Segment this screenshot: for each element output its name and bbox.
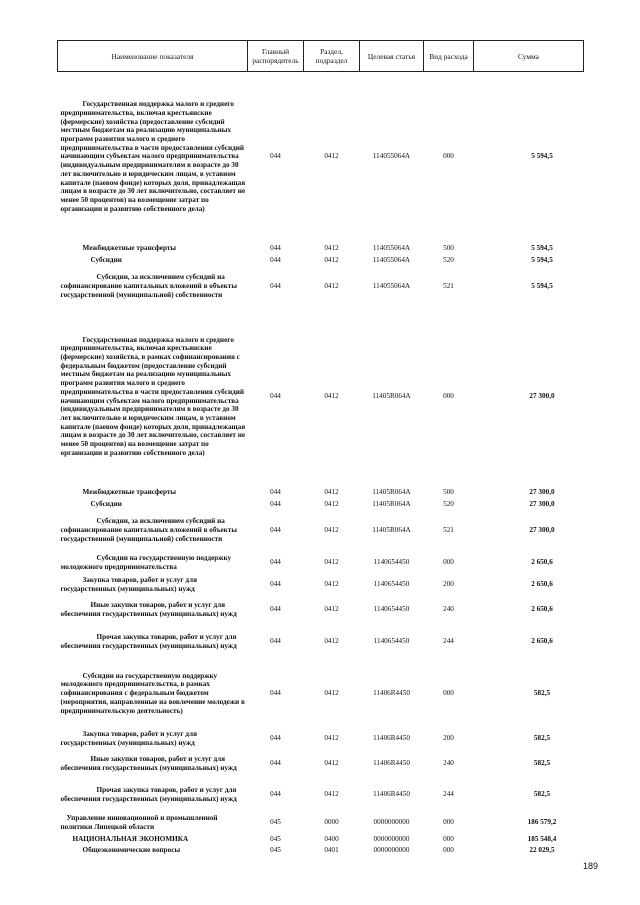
header-name: Наименование показателя bbox=[58, 41, 248, 72]
row-name-text: Прочая закупка товаров, работ и услуг для обеспечения государственных (муниципальных) нужд bbox=[60, 785, 237, 803]
row-admin: 044 bbox=[270, 734, 281, 743]
row-section: 0412 bbox=[324, 255, 339, 264]
row-target: 1140654450 bbox=[373, 637, 410, 646]
row-section: 0412 bbox=[324, 487, 339, 496]
row-target: 114055064А bbox=[372, 243, 411, 252]
row-sum: 582,5 bbox=[533, 759, 551, 768]
row-name-text: Государственная поддержка малого и среднего предпринимательства, включая крестьянские (фермерские) хозяйства (предоставление субсидий местным бюджетам на реализацию муниципальных программ развития малого и среднего предпринимательства в части предоставления субсидий начинающим субъектам малого предпринимательства (индивидуальным предпринимателям в возрасте до 30 лет включительно и юридическим лицам, в уставном капитале (паевом фонде) которых доля, принадлежащая лицам в возрасте до 30 лет включительно, составляет не менее 50 процентов) на возмещение затрат по организации и развитию собственного дела) bbox=[60, 100, 246, 213]
row-expense-type: 521 bbox=[443, 526, 454, 535]
row-section: 0412 bbox=[324, 526, 339, 535]
table-row bbox=[58, 845, 584, 857]
row-name-text: Прочая закупка товаров, работ и услуг для обеспечения государственных (муниципальных) нужд bbox=[60, 632, 237, 650]
row-name bbox=[58, 308, 248, 486]
row-name bbox=[58, 728, 248, 750]
table-row bbox=[58, 242, 584, 255]
row-admin: 044 bbox=[270, 152, 281, 161]
row-name-text: Субсидии на государственную поддержку молодежного предпринимательства, в рамках софинансирования с федеральным бюджетом (мероприятия, направленные на вовлечение молодежи в предпринимательскую деятельность) bbox=[60, 671, 245, 715]
row-sum: 22 029,5 bbox=[529, 846, 555, 855]
row-section: 0412 bbox=[324, 499, 339, 508]
row-section: 0000 bbox=[324, 818, 339, 827]
table-row bbox=[58, 624, 584, 660]
row-section: 0412 bbox=[324, 689, 339, 698]
row-section: 0400 bbox=[324, 834, 339, 843]
row-name-text: Иные закупки товаров, работ и услуг для обеспечения государственных (муниципальных) нужд bbox=[60, 600, 237, 618]
row-target: 114055064А bbox=[372, 255, 411, 264]
row-name-text: НАЦИОНАЛЬНАЯ ЭКОНОМИКА bbox=[72, 834, 189, 843]
row-expense-type: 520 bbox=[443, 255, 454, 264]
row-name bbox=[58, 552, 248, 574]
row-name-text: Управление инновационной и промышленной политики Липецкой области bbox=[60, 813, 218, 831]
row-sum: 27 300,0 bbox=[529, 392, 555, 401]
table-row bbox=[58, 834, 584, 845]
row-target: 11405R064А bbox=[372, 487, 411, 496]
row-expense-type: 244 bbox=[443, 790, 454, 799]
row-section: 0412 bbox=[324, 734, 339, 743]
table-row bbox=[58, 510, 584, 552]
row-section: 0412 bbox=[324, 282, 339, 291]
row-name-text: Субсидии bbox=[90, 255, 122, 264]
row-name bbox=[58, 596, 248, 624]
row-admin: 044 bbox=[270, 392, 281, 401]
row-sum: 582,5 bbox=[533, 790, 551, 799]
row-section: 0412 bbox=[324, 243, 339, 252]
row-name bbox=[58, 266, 248, 308]
table-row bbox=[58, 308, 584, 486]
row-name bbox=[58, 624, 248, 660]
row-expense-type: 500 bbox=[443, 487, 454, 496]
row-name-text: Закупка товаров, работ и услуг для государственных (муниципальных) нужд bbox=[60, 729, 197, 747]
row-section: 0412 bbox=[324, 392, 339, 401]
row-expense-type: 520 bbox=[443, 499, 454, 508]
row-admin: 044 bbox=[270, 689, 281, 698]
row-name-text: Межбюджетные трансферты bbox=[82, 487, 177, 496]
row-target: 114055064А bbox=[372, 282, 411, 291]
row-name bbox=[58, 660, 248, 728]
budget-table bbox=[57, 40, 584, 857]
row-sum: 2 650,6 bbox=[531, 605, 553, 614]
row-sum: 582,5 bbox=[533, 689, 551, 698]
row-expense-type: 000 bbox=[443, 846, 454, 855]
row-name-text: Субсидии, за исключением субсидий на софинансирование капитальных вложений в объекты государственной (муниципальной) собственности bbox=[60, 517, 237, 543]
row-target: 1140654450 bbox=[373, 580, 410, 589]
row-admin: 044 bbox=[270, 558, 281, 567]
table-row bbox=[58, 728, 584, 750]
table-row bbox=[58, 812, 584, 834]
row-admin: 044 bbox=[270, 255, 281, 264]
row-expense-type: 521 bbox=[443, 282, 454, 291]
row-sum: 5 594,5 bbox=[531, 152, 553, 161]
row-section: 0412 bbox=[324, 759, 339, 768]
row-expense-type: 000 bbox=[443, 392, 454, 401]
row-expense-type: 240 bbox=[443, 605, 454, 614]
row-target: 11406R4450 bbox=[373, 734, 410, 743]
row-name-text: Государственная поддержка малого и среднего предпринимательства, включая крестьянские (фермерские) хозяйства, в рамках софинансирования с федеральным бюджетом (предоставление субсидий местным бюджетам на реализацию муниципальных программ развития малого и среднего предпринимательства в части предоставления субсидий начинающим субъектам малого предпринимательства (индивидуальным предпринимателям в возрасте до 30 лет включительно и юридическим лицам, в уставном капитале (паевом фонде) которых доля, принадлежащая лицам в возрасте до 30 лет включительно, составляет не менее 50 процентов) на возмещение затрат по организации и развитию собственного дела) bbox=[60, 335, 246, 457]
row-target: 11405R064А bbox=[372, 392, 411, 401]
table-row bbox=[58, 486, 584, 499]
budget-table-page bbox=[57, 40, 583, 857]
row-target: 11406R4450 bbox=[373, 759, 410, 768]
row-name bbox=[58, 574, 248, 596]
row-target: 11406R4450 bbox=[373, 689, 410, 698]
row-target: 1140654450 bbox=[373, 558, 410, 567]
row-admin: 045 bbox=[270, 818, 281, 827]
row-target: 11405R064А bbox=[372, 499, 411, 508]
table-row bbox=[58, 660, 584, 728]
table-row bbox=[58, 750, 584, 778]
table-body bbox=[58, 72, 584, 857]
row-expense-type: 500 bbox=[443, 243, 454, 252]
table-row bbox=[58, 552, 584, 574]
row-name bbox=[58, 510, 248, 552]
row-name-text: Субсидии на государственную поддержку молодежного предпринимательства bbox=[60, 553, 232, 571]
row-target: 11406R4450 bbox=[373, 790, 410, 799]
row-expense-type: 000 bbox=[443, 689, 454, 698]
row-name bbox=[58, 845, 248, 857]
row-admin: 044 bbox=[270, 605, 281, 614]
row-section: 0412 bbox=[324, 790, 339, 799]
row-section: 0412 bbox=[324, 580, 339, 589]
row-expense-type: 000 bbox=[443, 152, 454, 161]
row-section: 0412 bbox=[324, 637, 339, 646]
row-name bbox=[58, 242, 248, 255]
row-section: 0412 bbox=[324, 558, 339, 567]
row-admin: 045 bbox=[270, 846, 281, 855]
row-sum: 185 548,4 bbox=[527, 834, 557, 843]
row-target: 1140654450 bbox=[373, 605, 410, 614]
row-name-text: Закупка товаров, работ и услуг для государственных (муниципальных) нужд bbox=[60, 575, 197, 593]
row-admin: 044 bbox=[270, 759, 281, 768]
header-section: Раздел, подраздел bbox=[304, 41, 360, 72]
row-sum: 5 594,5 bbox=[531, 282, 553, 291]
row-admin: 044 bbox=[270, 637, 281, 646]
row-name-text: Иные закупки товаров, работ и услуг для обеспечения государственных (муниципальных) нужд bbox=[60, 754, 237, 772]
row-name bbox=[58, 834, 248, 845]
header-expense-type: Вид расхода bbox=[424, 41, 474, 72]
row-name bbox=[58, 750, 248, 778]
row-sum: 2 650,6 bbox=[531, 637, 553, 646]
row-sum: 27 300,0 bbox=[529, 499, 555, 508]
row-sum: 2 650,6 bbox=[531, 580, 553, 589]
row-expense-type: 200 bbox=[443, 734, 454, 743]
row-name bbox=[58, 499, 248, 510]
header-sum: Сумма bbox=[474, 41, 584, 72]
row-sum: 5 594,5 bbox=[531, 243, 553, 252]
row-section: 0401 bbox=[324, 846, 339, 855]
row-name bbox=[58, 812, 248, 834]
row-admin: 044 bbox=[270, 487, 281, 496]
row-name-text: Общеэкономические вопросы bbox=[82, 846, 181, 855]
table-row bbox=[58, 596, 584, 624]
row-name bbox=[58, 72, 248, 242]
row-sum: 5 594,5 bbox=[531, 255, 553, 264]
row-sum: 27 300,0 bbox=[529, 487, 555, 496]
row-name-text: Субсидии bbox=[90, 499, 122, 508]
row-name bbox=[58, 486, 248, 499]
row-sum: 186 579,2 bbox=[527, 818, 557, 827]
row-name bbox=[58, 255, 248, 266]
table-row bbox=[58, 778, 584, 812]
row-admin: 044 bbox=[270, 580, 281, 589]
row-name bbox=[58, 778, 248, 812]
row-target: 0000000000 bbox=[373, 818, 410, 827]
table-row bbox=[58, 266, 584, 308]
row-admin: 044 bbox=[270, 526, 281, 535]
row-expense-type: 000 bbox=[443, 834, 454, 843]
row-target: 0000000000 bbox=[373, 846, 410, 855]
row-sum: 27 300,0 bbox=[529, 526, 555, 535]
row-target: 11405R064А bbox=[372, 526, 411, 535]
table-row bbox=[58, 499, 584, 510]
table-row bbox=[58, 72, 584, 242]
row-admin: 044 bbox=[270, 790, 281, 799]
row-name-text: Субсидии, за исключением субсидий на софинансирование капитальных вложений в объекты государственной (муниципальной) собственности bbox=[60, 273, 237, 299]
row-expense-type: 240 bbox=[443, 759, 454, 768]
page-number: 189 bbox=[582, 861, 598, 871]
row-section: 0412 bbox=[324, 605, 339, 614]
row-admin: 044 bbox=[270, 282, 281, 291]
header-admin: Главный распорядитель bbox=[248, 41, 304, 72]
row-admin: 044 bbox=[270, 243, 281, 252]
row-expense-type: 200 bbox=[443, 580, 454, 589]
row-sum: 582,5 bbox=[533, 734, 551, 743]
row-expense-type: 000 bbox=[443, 818, 454, 827]
table-row bbox=[58, 574, 584, 596]
row-name-text: Межбюджетные трансферты bbox=[82, 243, 177, 252]
header-target: Целевая статья bbox=[360, 41, 424, 72]
row-sum: 2 650,6 bbox=[531, 558, 553, 567]
row-section: 0412 bbox=[324, 152, 339, 161]
row-admin: 045 bbox=[270, 834, 281, 843]
table-row bbox=[58, 255, 584, 266]
table-header bbox=[58, 41, 584, 72]
row-admin: 044 bbox=[270, 499, 281, 508]
row-target: 0000000000 bbox=[373, 834, 410, 843]
row-expense-type: 244 bbox=[443, 637, 454, 646]
row-expense-type: 000 bbox=[443, 558, 454, 567]
row-target: 114055064А bbox=[372, 152, 411, 161]
